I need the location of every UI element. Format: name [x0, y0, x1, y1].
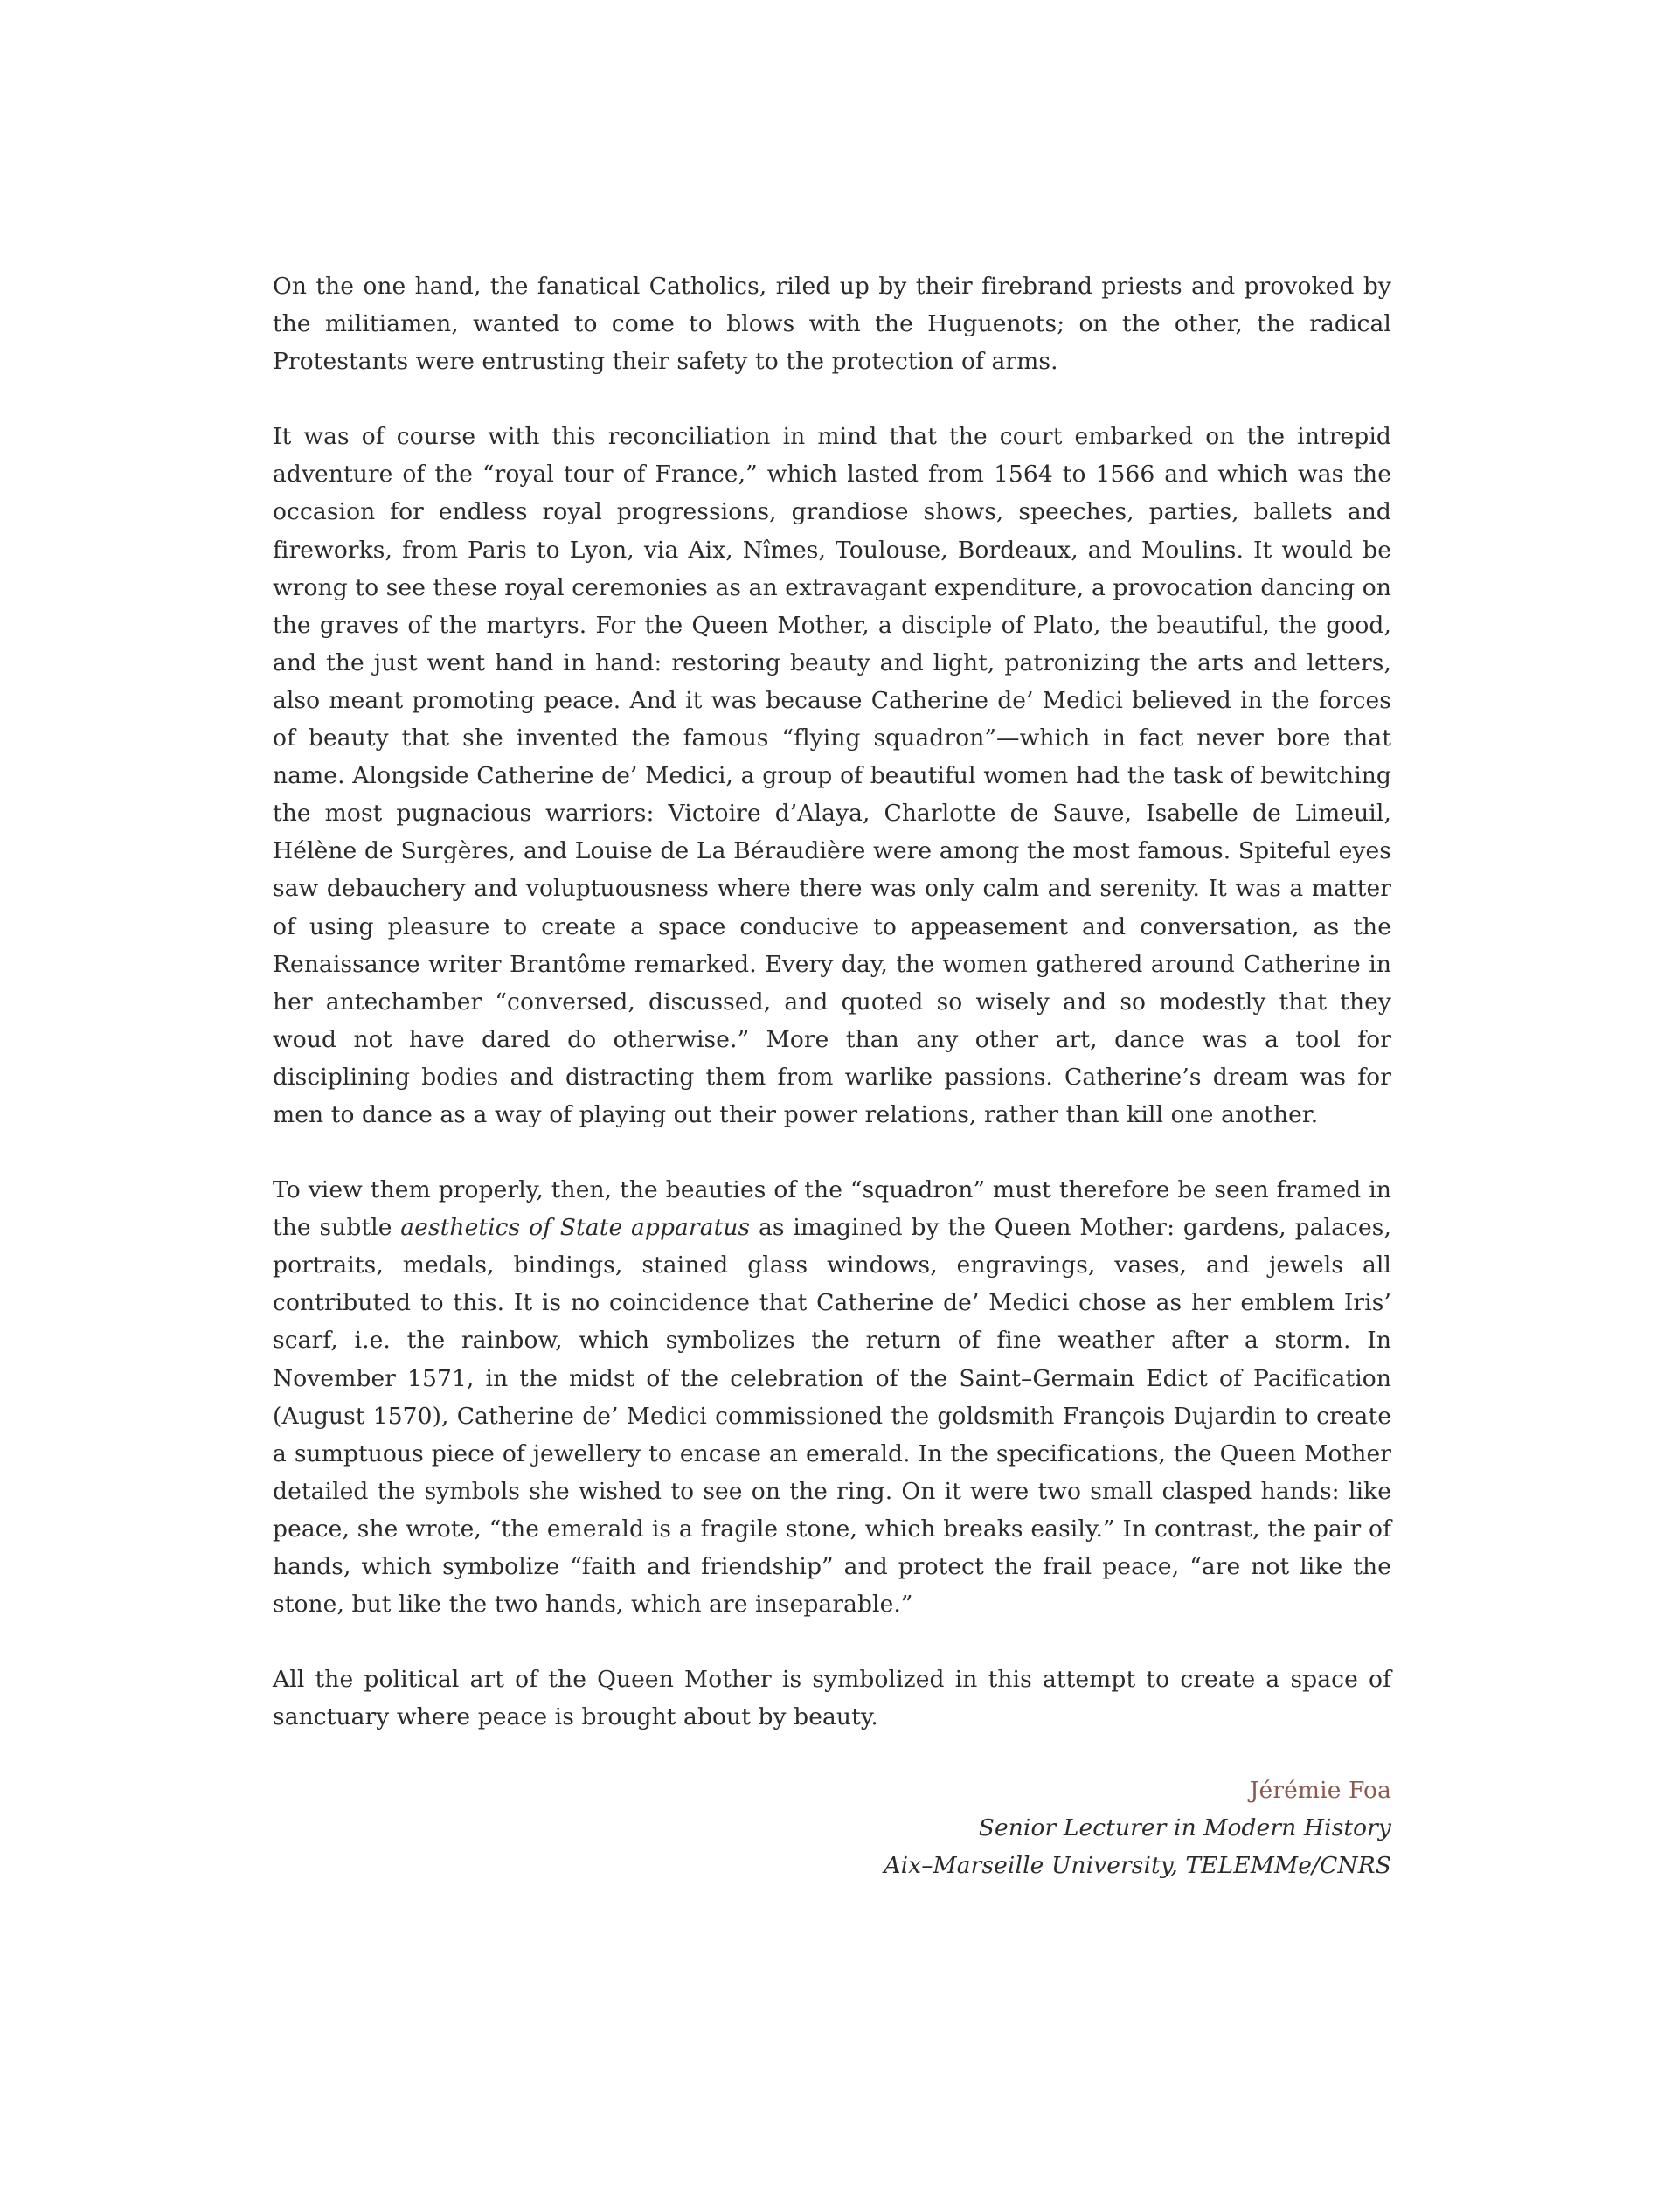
essay-page	[273, 267, 1391, 1884]
signature-block	[273, 1772, 1391, 1884]
paragraph-3-part-1: To view them properly, then, the beauties of the “squadron” must therefore be seen framed in the subtle	[273, 1176, 1391, 1242]
paragraph-1: On the one hand, the fanatical Catholics, riled up by their firebrand priests and provoked by the militiamen, wanted to come to blows with the Huguenots; on the other, the radical Protestants were entrusting their safety to the protection of arms.	[273, 273, 1391, 376]
paragraph-3-part-2: as imagined by the Queen Mother: gardens, palaces, portraits, medals, bindings, stained glass windows, engravings, vases, and jewels all contributed to this. It is no coincidence that Catherine de’ Medici chose as her emblem Iris’ scarf, i.e. the rainbow, which symbolizes the return of fine weather after a storm. In November 1571, in the midst of the celebration of the Saint–Germain Edict of Pacification (August 1570), Catherine de’ Medici commissioned the goldsmith François Dujardin to create a sumptuous piece of jewellery to encase an emerald. In the specifications, the Queen Mother detailed the symbols she wished to see on the ring. On it were two small clasped hands: like peace, she wrote, “the emerald is a fragile stone, which breaks easily.” In contrast, the pair of hands, which symbolize “faith and friendship” and protect the frail peace, “are not like the stone, but like the two hands, which are inseparable.”	[273, 1214, 1391, 1619]
author-name: Jérémie Foa	[1249, 1777, 1391, 1805]
author-affiliation: Aix–Marseille University, TELEMMe/CNRS	[884, 1852, 1391, 1880]
paragraph-4: All the political art of the Queen Mother is symbolized in this attempt to create a space of sanctuary where peace is brought about by beauty.	[273, 1666, 1391, 1731]
paragraph-3	[273, 1171, 1391, 1623]
paragraph-2: It was of course with this reconciliation in mind that the court embarked on the intrepid adventure of the “royal tour of France,” which lasted from 1564 to 1566 and which was the occasion for endless royal progressions, grandiose shows, speeches, parties, ballets and fireworks, from Paris to Lyon, via Aix, Nîmes, Toulouse, Bordeaux, and Moulins. It would be wrong to see these royal ceremonies as an extravagant expenditure, a provocation dancing on the graves of the martyrs. For the Queen Mother, a disciple of Plato, the beautiful, the good, and the just went hand in hand: restoring beauty and light, patronizing the arts and letters, also meant promoting peace. And it was because Catherine de’ Medici believed in the forces of beauty that she invented the famous “flying squadron”—which in fact never bore that name. Alongside Catherine de’ Medici, a group of beautiful women had the task of bewitching the most pugnacious warriors: Victoire d’Alaya, Charlotte de Sauve, Isabelle de Limeuil, Hélène de Surgères, and Louise de La Béraudière were among the most famous. Spiteful eyes saw debauchery and voluptuousness where there was only calm and serenity. It was a matter of using pleasure to create a space conducive to appeasement and conversation, as the Renaissance writer Brantôme remarked. Every day, the women gathered around Catherine in her antechamber “conversed, discussed, and quoted so wisely and so modestly that they woud not have dared do otherwise.” More than any other art, dance was a tool for disciplining bodies and distracting them from warlike passions. Catherine’s dream was for men to dance as a way of playing out their power relations, rather than kill one another.	[273, 423, 1391, 1128]
author-title: Senior Lecturer in Modern History	[978, 1814, 1391, 1842]
paragraph-3-italic-term: aesthetics of State apparatus	[400, 1214, 751, 1242]
